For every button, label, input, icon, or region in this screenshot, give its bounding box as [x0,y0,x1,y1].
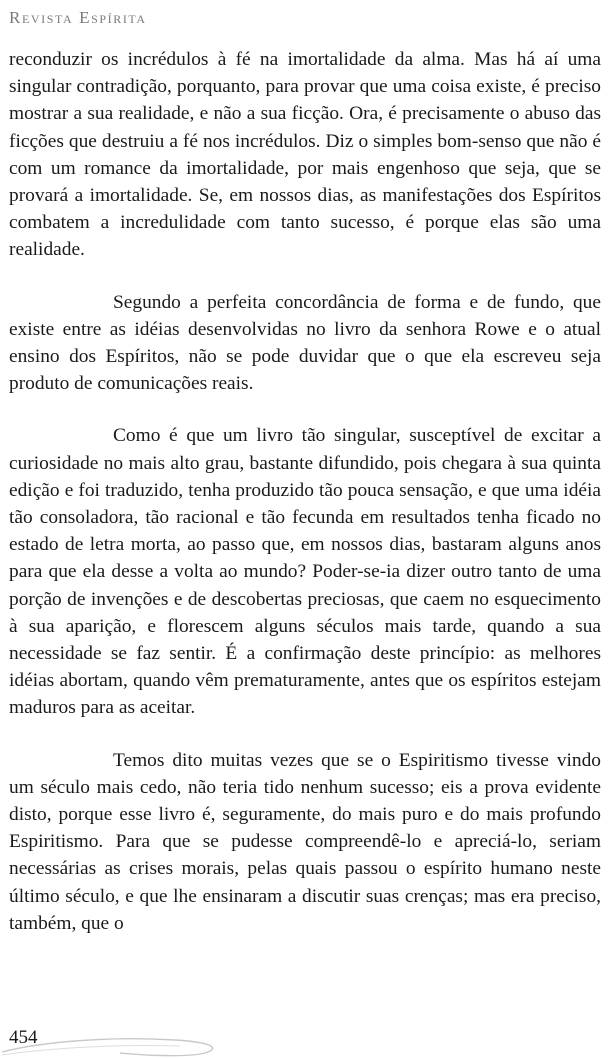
flourish-swirl-icon [0,1022,260,1059]
body-text [9,46,601,962]
page-number: 454 [9,1027,38,1048]
paragraph: Temos dito muitas vezes que se o Espiritismo tivesse vindo um século mais cedo, não teria tido nenhum sucesso; eis a prova evidente disto, porque esse livro é, seguramente, do mais puro e do mais profundo Espiritismo. Para que se pudesse compreendê-lo e apreciá-lo, seriam necessárias as crises morais, pelas quais passou o espírito humano neste último século, e que lhe ensinaram a discutir suas crenças; mas era preciso, também, que o [9,749,601,934]
paragraph: Como é que um livro tão singular, susceptível de excitar a curiosidade no mais alto grau, bastante difundido, pois chegara à sua quinta edição e foi traduzido, tenha produzido tão pouca sensação, e que uma idéia tão consoladora, tão racional e tão fecunda em resultados tenha ficado no estado de letra morta, ao passo que, em nossos dias, bastaram alguns anos para que ela desse a volta ao mundo? Poder-se-ia dizer outro tanto de uma porção de invenções e de descobertas preciosas, que caem no esquecimento à sua aparição, e florescem alguns séculos mais tarde, quando a sua necessidade se faz sentir. É a confirmação deste princípio: as melhores idéias abortam, quando vêm prematuramente, antes que os espíritos estejam maduros para as aceitar. [9,425,601,719]
page-footer [0,1022,611,1059]
paragraph-continuation: reconduzir os incrédulos à fé na imortalidade da alma. Mas há aí uma singular contradição, porquanto, para provar que uma coisa existe, é preciso mostrar a sua realidade, e não a sua ficção. Ora, é precisamente o abuso das ficções que destruiu a fé nos incrédulos. Diz o simples bom-senso que não é com um romance da imortalidade, por mais engenhoso que seja, que se provará a imortalidade. Se, em nossos dias, as manifestações dos Espíritos combatem a incredulidade com tanto sucesso, é porque elas são uma realidade. [9,49,601,261]
running-title: Revista Espírita [9,8,147,27]
paragraph: Segundo a perfeita concordância de forma e de fundo, que existe entre as idéias desenvolvidas no livro da senhora Rowe e o atual ensino dos Espíritos, não se pode duvidar que o que ela escreveu seja produto de comunicações reais. [9,291,601,395]
